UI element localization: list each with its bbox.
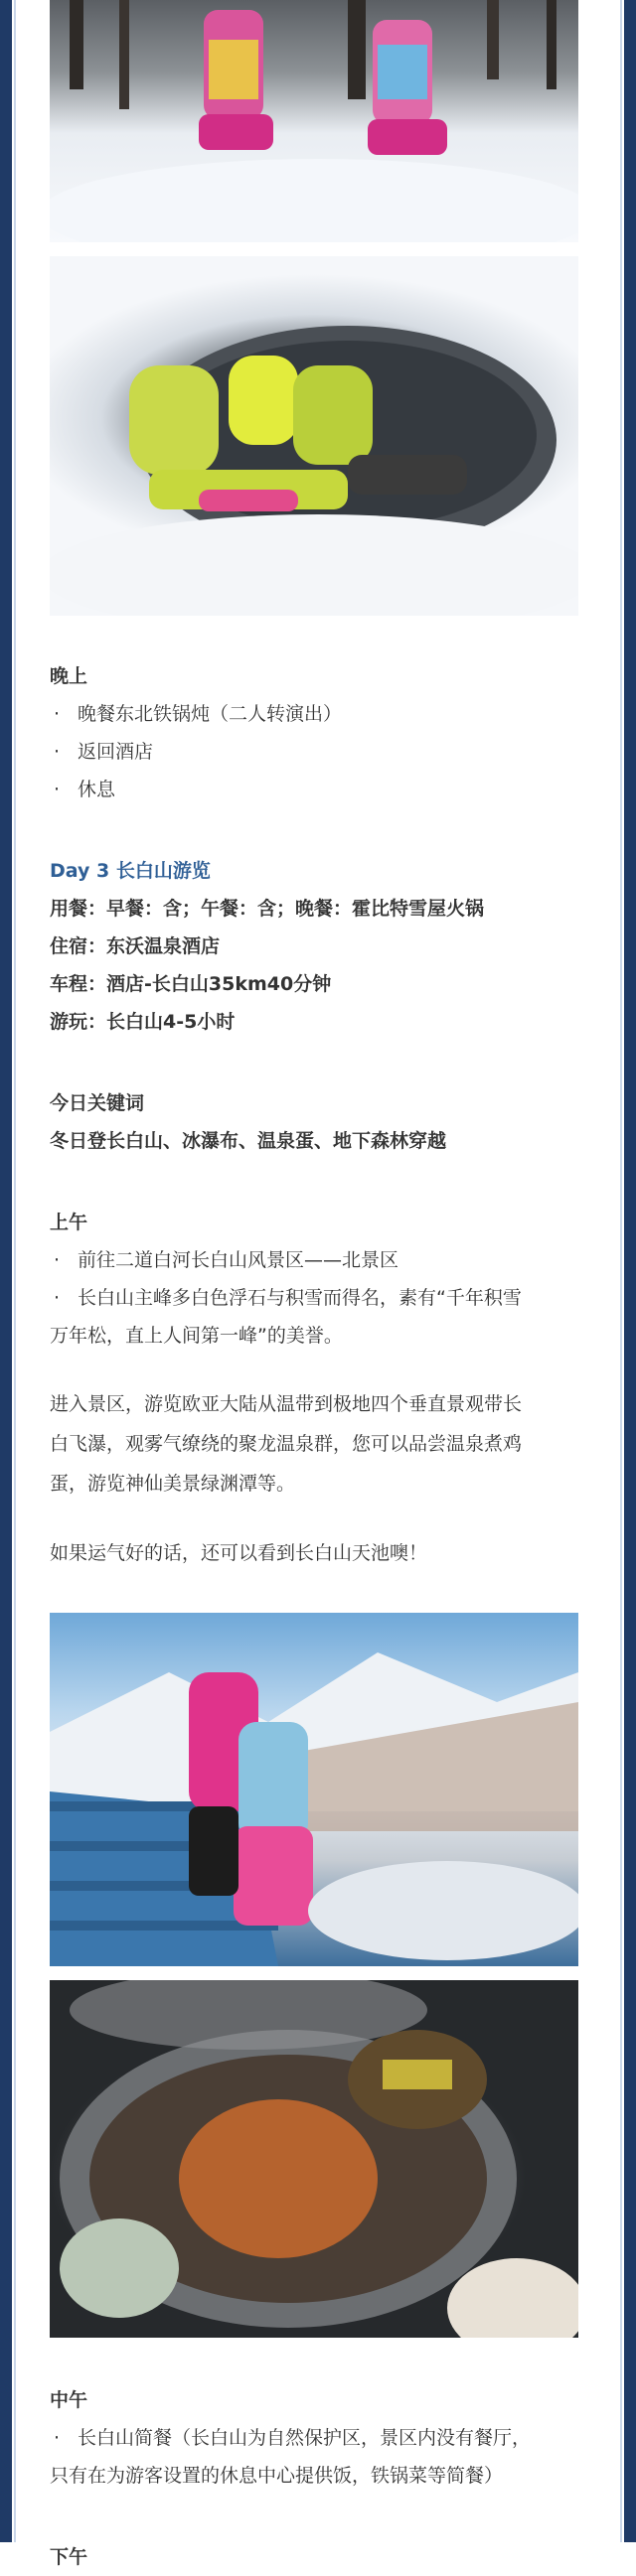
morning-heading: 上午 [50,1212,88,1233]
paragraph-spacer [50,1503,578,1533]
noon-section [50,2381,578,2495]
morning-paragraph-line: 白飞瀑，观雾气缭绕的聚龙温泉群，您可以品尝温泉煮鸡 [50,1433,523,1455]
bullet-dot: · [54,1287,61,1309]
morning-item [50,1241,578,1279]
snow-cave-photo [50,256,578,616]
noon-item-text: 长白山简餐（长白山为自然保护区，景区内没有餐厅， [78,2427,532,2449]
article-content [50,0,578,2576]
bullet-dot: · [54,779,61,800]
evening-item [50,733,578,771]
morning-item-continuation: 万年松，直上人间第一峰”的美誉。 [50,1325,343,1347]
noon-heading: 中午 [50,2389,88,2411]
keywords-section [50,1084,578,1160]
evening-item [50,771,578,808]
evening-item-text: 晚餐东北铁锅炖（二人转演出） [78,703,343,725]
morning-item-line: 长白山主峰多白色浮石与积雪而得名，素有“千年积雪 [78,1287,522,1309]
mountain-stairs-illustration [50,1613,578,1966]
evening-item-text: 休息 [78,779,116,800]
keywords-text: 冬日登长白山、冰瀑布、温泉蛋、地下森林穿越 [50,1130,447,1152]
evening-item [50,695,578,733]
evening-item-text: 返回酒店 [78,741,154,763]
day3-title: Day 3 长白山游览 [50,860,211,882]
mountain-stairs-photo [50,1613,578,1966]
bullet-dot: · [54,741,61,763]
image-spacer [50,1573,578,1613]
hot-spring-eggs-illustration [50,1980,578,2338]
afternoon-heading: 下午 [50,2546,88,2568]
bullet-dot: · [54,703,61,725]
hot-spring-eggs-photo [50,1980,578,2338]
morning-section [50,1204,578,1573]
day3-hotel: 住宿：东沃温泉酒店 [50,935,221,957]
paragraph-spacer [50,1355,578,1384]
kids-snow-forest-illustration [50,0,578,242]
right-border-frame [624,0,636,2542]
left-border-frame [0,0,12,2542]
evening-heading: 晚上 [50,665,88,687]
day3-play: 游玩：长白山4-5小时 [50,1011,236,1033]
morning-lucky-note: 如果运气好的话，还可以看到长白山天池噢！ [50,1542,428,1564]
kids-snow-forest-photo [50,0,578,242]
morning-paragraph-line: 进入景区，游览欧亚大陆从温带到极地四个垂直景观带长 [50,1393,523,1415]
morning-item [50,1279,578,1317]
noon-item [50,2419,578,2457]
morning-item-text: 前往二道白河长白山风景区——北景区 [78,1249,399,1271]
keywords-heading: 今日关键词 [50,1092,145,1114]
snow-cave-illustration [50,256,578,616]
day3-section [50,852,578,1041]
noon-item-continuation: 只有在为游客设置的休息中心提供饭，铁锅菜等简餐） [50,2465,504,2487]
bullet-dot: · [54,2427,61,2449]
evening-section [50,657,578,808]
afternoon-section [50,2538,578,2576]
morning-paragraph-line: 蛋，游览神仙美景绿渊潭等。 [50,1473,296,1495]
day3-meals: 用餐：早餐：含；午餐：含；晚餐：霍比特雪屋火锅 [50,898,485,920]
bullet-dot: · [54,1249,61,1271]
morning-item-text [78,1279,578,1317]
day3-drive: 车程：酒店-长白山35km40分钟 [50,973,332,995]
